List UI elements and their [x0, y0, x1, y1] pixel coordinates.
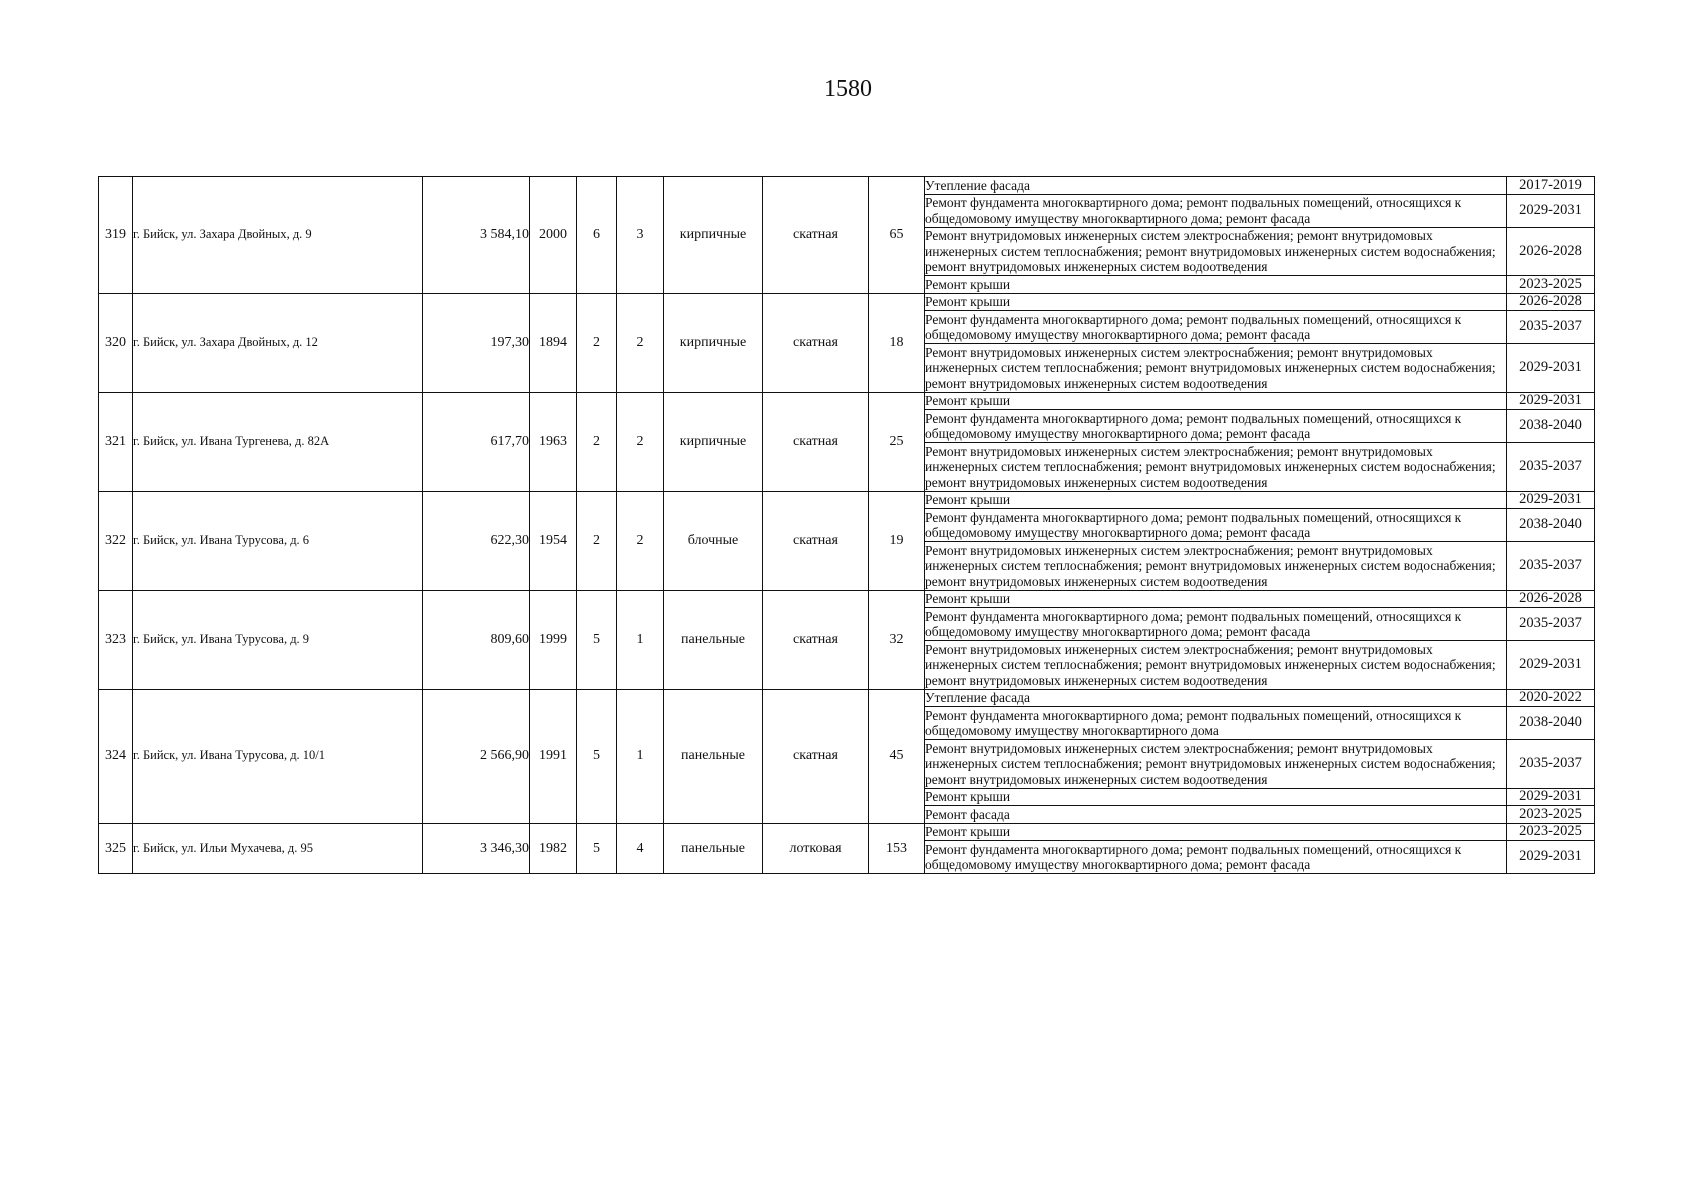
house-floors: 2 — [577, 392, 617, 491]
house-year: 1963 — [530, 392, 577, 491]
work-name: Ремонт внутридомовых инженерных систем электроснабжения; ремонт внутридомовых инженерных систем теплоснабжения; ремонт внутридомовых инженерных систем водоснабжения; ремонт внутридомовых инженерных систем водоотведения — [925, 641, 1507, 690]
house-wall-material: панельные — [664, 689, 763, 823]
work-period: 2029-2031 — [1507, 392, 1595, 410]
house-number: 320 — [99, 293, 133, 392]
house-number: 319 — [99, 177, 133, 294]
work-period: 2026-2028 — [1507, 293, 1595, 311]
house-floors: 5 — [577, 823, 617, 874]
page-number: 1580 — [824, 76, 872, 102]
work-period: 2029-2031 — [1507, 641, 1595, 690]
house-roof-type: скатная — [763, 392, 869, 491]
house-roof-type: скатная — [763, 689, 869, 823]
house-area: 3 346,30 — [423, 823, 530, 874]
work-name: Ремонт внутридомовых инженерных систем электроснабжения; ремонт внутридомовых инженерных систем теплоснабжения; ремонт внутридомовых инженерных систем водоснабжения; ремонт внутридомовых инженерных систем водоотведения — [925, 344, 1507, 393]
work-name: Ремонт крыши — [925, 276, 1507, 294]
work-period: 2023-2025 — [1507, 276, 1595, 294]
work-period: 2038-2040 — [1507, 509, 1595, 542]
work-period: 2029-2031 — [1507, 491, 1595, 509]
table-row — [99, 491, 1595, 509]
house-year: 2000 — [530, 177, 577, 294]
house-number: 324 — [99, 689, 133, 823]
house-year: 1894 — [530, 293, 577, 392]
table-row — [99, 293, 1595, 311]
house-year: 1982 — [530, 823, 577, 874]
work-period: 2023-2025 — [1507, 806, 1595, 824]
house-year: 1991 — [530, 689, 577, 823]
work-name: Ремонт фундамента многоквартирного дома; ремонт подвальных помещений, относящихся к общедомовому имуществу многоквартирного дома; ремонт фасада — [925, 509, 1507, 542]
house-entrances: 2 — [617, 392, 664, 491]
work-name: Ремонт фасада — [925, 806, 1507, 824]
work-name: Ремонт внутридомовых инженерных систем электроснабжения; ремонт внутридомовых инженерных систем теплоснабжения; ремонт внутридомовых инженерных систем водоснабжения; ремонт внутридомовых инженерных систем водоотведения — [925, 740, 1507, 789]
work-period: 2035-2037 — [1507, 608, 1595, 641]
house-entrances: 2 — [617, 491, 664, 590]
house-flats-count: 19 — [869, 491, 925, 590]
house-number: 322 — [99, 491, 133, 590]
work-name: Утепление фасада — [925, 177, 1507, 195]
house-number: 325 — [99, 823, 133, 874]
work-name: Ремонт крыши — [925, 823, 1507, 841]
house-wall-material: кирпичные — [664, 392, 763, 491]
house-address: г. Бийск, ул. Ивана Турусова, д. 9 — [133, 590, 423, 689]
work-name: Ремонт крыши — [925, 293, 1507, 311]
work-period: 2029-2031 — [1507, 194, 1595, 227]
house-year: 1954 — [530, 491, 577, 590]
house-flats-count: 32 — [869, 590, 925, 689]
work-name: Ремонт крыши — [925, 788, 1507, 806]
house-address: г. Бийск, ул. Ивана Тургенева, д. 82А — [133, 392, 423, 491]
work-period: 2020-2022 — [1507, 689, 1595, 707]
house-roof-type: скатная — [763, 590, 869, 689]
work-name: Утепление фасада — [925, 689, 1507, 707]
table-row — [99, 823, 1595, 841]
house-wall-material: кирпичные — [664, 293, 763, 392]
house-wall-material: панельные — [664, 590, 763, 689]
work-name: Ремонт фундамента многоквартирного дома; ремонт подвальных помещений, относящихся к общедомовому имуществу многоквартирного дома; ремонт фасада — [925, 608, 1507, 641]
work-name: Ремонт фундамента многоквартирного дома; ремонт подвальных помещений, относящихся к общедомовому имуществу многоквартирного дома; ремонт фасада — [925, 194, 1507, 227]
house-roof-type: скатная — [763, 177, 869, 294]
house-number: 321 — [99, 392, 133, 491]
table-row — [99, 590, 1595, 608]
house-address: г. Бийск, ул. Захара Двойных, д. 12 — [133, 293, 423, 392]
house-address: г. Бийск, ул. Ивана Турусова, д. 10/1 — [133, 689, 423, 823]
house-area: 3 584,10 — [423, 177, 530, 294]
house-wall-material: блочные — [664, 491, 763, 590]
work-period: 2023-2025 — [1507, 823, 1595, 841]
house-entrances: 3 — [617, 177, 664, 294]
house-floors: 5 — [577, 590, 617, 689]
house-area: 617,70 — [423, 392, 530, 491]
work-period: 2038-2040 — [1507, 410, 1595, 443]
house-area: 197,30 — [423, 293, 530, 392]
work-name: Ремонт фундамента многоквартирного дома; ремонт подвальных помещений, относящихся к общедомовому имуществу многоквартирного дома; ремонт фасада — [925, 841, 1507, 874]
work-period: 2029-2031 — [1507, 841, 1595, 874]
house-entrances: 4 — [617, 823, 664, 874]
house-floors: 5 — [577, 689, 617, 823]
work-period: 2029-2031 — [1507, 344, 1595, 393]
work-name: Ремонт крыши — [925, 491, 1507, 509]
house-year: 1999 — [530, 590, 577, 689]
table-row — [99, 177, 1595, 195]
house-roof-type: лотковая — [763, 823, 869, 874]
work-name: Ремонт внутридомовых инженерных систем электроснабжения; ремонт внутридомовых инженерных систем теплоснабжения; ремонт внутридомовых инженерных систем водоснабжения; ремонт внутридомовых инженерных систем водоотведения — [925, 542, 1507, 591]
house-flats-count: 65 — [869, 177, 925, 294]
house-wall-material: кирпичные — [664, 177, 763, 294]
house-address: г. Бийск, ул. Ильи Мухачева, д. 95 — [133, 823, 423, 874]
work-name: Ремонт фундамента многоквартирного дома; ремонт подвальных помещений, относящихся к общедомовому имуществу многоквартирного дома; ремонт фасада — [925, 311, 1507, 344]
house-roof-type: скатная — [763, 491, 869, 590]
house-flats-count: 25 — [869, 392, 925, 491]
work-period: 2035-2037 — [1507, 542, 1595, 591]
house-entrances: 2 — [617, 293, 664, 392]
house-flats-count: 18 — [869, 293, 925, 392]
work-name: Ремонт фундамента многоквартирного дома; ремонт подвальных помещений, относящихся к общедомовому имуществу многоквартирного дома — [925, 707, 1507, 740]
work-period: 2026-2028 — [1507, 590, 1595, 608]
work-period: 2029-2031 — [1507, 788, 1595, 806]
work-name: Ремонт внутридомовых инженерных систем электроснабжения; ремонт внутридомовых инженерных систем теплоснабжения; ремонт внутридомовых инженерных систем водоснабжения; ремонт внутридомовых инженерных систем водоотведения — [925, 227, 1507, 276]
work-period: 2026-2028 — [1507, 227, 1595, 276]
house-wall-material: панельные — [664, 823, 763, 874]
table-row — [99, 392, 1595, 410]
house-area: 622,30 — [423, 491, 530, 590]
house-floors: 6 — [577, 177, 617, 294]
work-period: 2035-2037 — [1507, 740, 1595, 789]
house-address: г. Бийск, ул. Ивана Турусова, д. 6 — [133, 491, 423, 590]
table-row — [99, 689, 1595, 707]
work-period: 2017-2019 — [1507, 177, 1595, 195]
work-name: Ремонт крыши — [925, 590, 1507, 608]
house-floors: 2 — [577, 491, 617, 590]
house-floors: 2 — [577, 293, 617, 392]
house-address: г. Бийск, ул. Захара Двойных, д. 9 — [133, 177, 423, 294]
repair-schedule-table — [98, 176, 1595, 874]
house-number: 323 — [99, 590, 133, 689]
work-period: 2038-2040 — [1507, 707, 1595, 740]
house-roof-type: скатная — [763, 293, 869, 392]
house-flats-count: 153 — [869, 823, 925, 874]
work-period: 2035-2037 — [1507, 311, 1595, 344]
work-name: Ремонт фундамента многоквартирного дома; ремонт подвальных помещений, относящихся к общедомовому имуществу многоквартирного дома; ремонт фасада — [925, 410, 1507, 443]
house-area: 809,60 — [423, 590, 530, 689]
work-name: Ремонт крыши — [925, 392, 1507, 410]
house-entrances: 1 — [617, 590, 664, 689]
house-flats-count: 45 — [869, 689, 925, 823]
table-body — [99, 177, 1595, 874]
work-name: Ремонт внутридомовых инженерных систем электроснабжения; ремонт внутридомовых инженерных систем теплоснабжения; ремонт внутридомовых инженерных систем водоснабжения; ремонт внутридомовых инженерных систем водоотведения — [925, 443, 1507, 492]
house-entrances: 1 — [617, 689, 664, 823]
work-period: 2035-2037 — [1507, 443, 1595, 492]
house-area: 2 566,90 — [423, 689, 530, 823]
